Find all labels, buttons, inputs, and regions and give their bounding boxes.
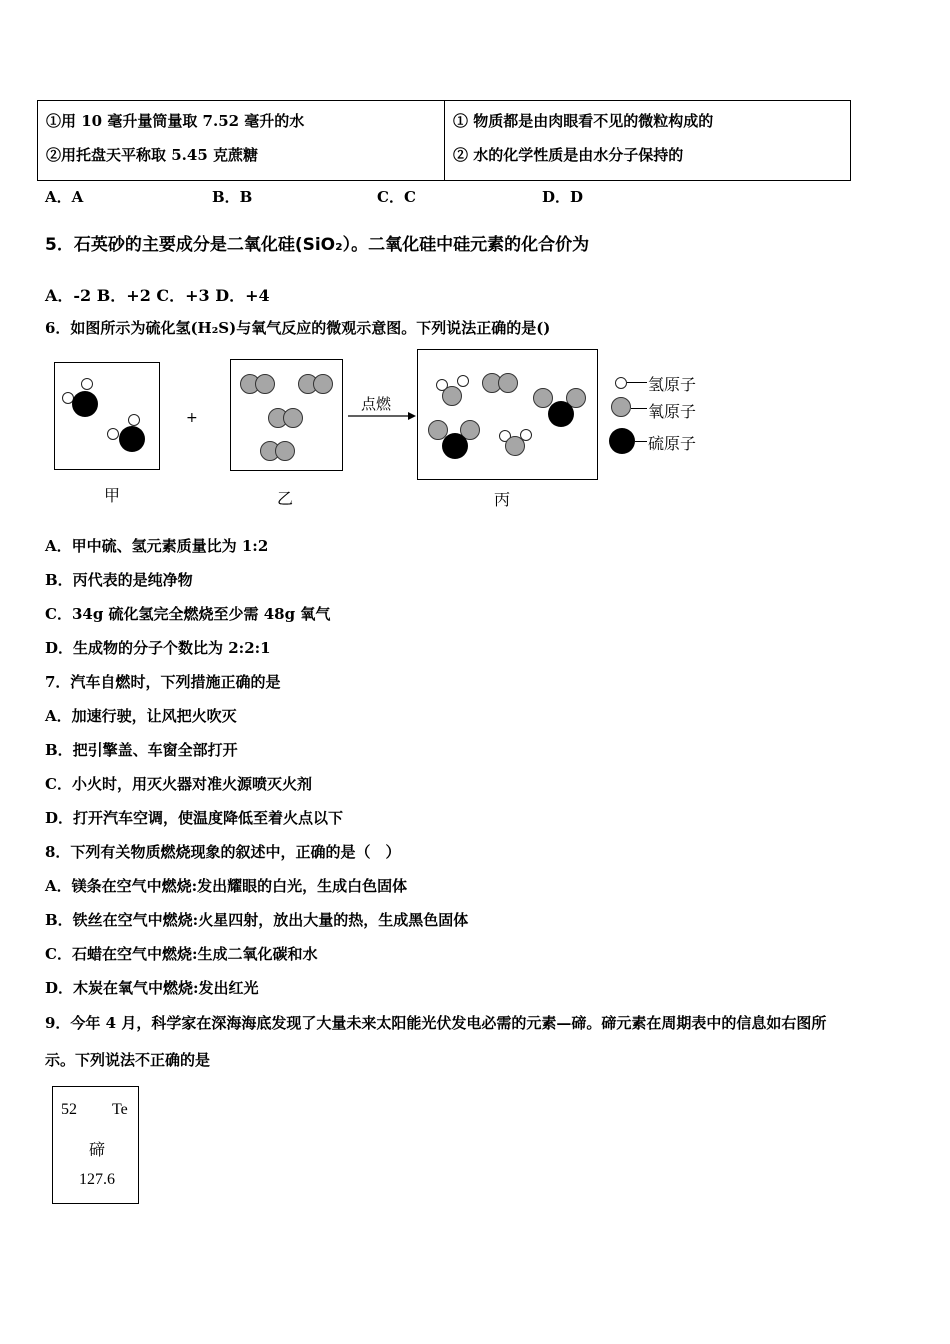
oxygen-atom bbox=[275, 441, 295, 461]
hydrogen-atom bbox=[128, 414, 140, 426]
oxygen-atom bbox=[255, 374, 275, 394]
table-divider bbox=[444, 101, 445, 180]
q5-stem: 5．石英砂的主要成分是二氧化硅(SiO₂）。二氧化硅中硅元素的化合价为 bbox=[45, 235, 590, 255]
q6-stem: 6．如图所示为硫化氢(H₂S)与氧气反应的微观示意图。下列说法正确的是() bbox=[45, 319, 551, 337]
q7-stem: 7．汽车自燃时，下列措施正确的是 bbox=[45, 673, 281, 691]
legend-line bbox=[627, 382, 647, 383]
q4-option-b[interactable]: B．B bbox=[212, 188, 253, 206]
legend-sulfur: 硫原子 bbox=[648, 434, 697, 453]
label-yi: 乙 bbox=[277, 489, 294, 508]
q9-stem-line-1: 9．今年 4 月，科学家在深海海底发现了大量未来太阳能光伏发电必需的元素—碲。碲元素在周期表中的信息如右图所 bbox=[45, 1014, 827, 1032]
table-left-line-2: ②用托盘天平称取 5.45 克蔗糖 bbox=[46, 146, 258, 164]
oxygen-atom bbox=[442, 386, 462, 406]
sulfur-atom bbox=[442, 433, 468, 459]
table-left-line-1: ①用 10 毫升量筒量取 7.52 毫升的水 bbox=[46, 112, 305, 130]
plus-sign: + bbox=[186, 410, 198, 426]
legend-hydrogen: 氢原子 bbox=[648, 375, 697, 394]
arrow-label: 点燃 bbox=[361, 395, 392, 413]
q6-option-a[interactable]: A．甲中硫、氢元素质量比为 1:2 bbox=[45, 537, 269, 555]
legend-line bbox=[635, 441, 647, 442]
arrow-icon bbox=[348, 410, 416, 422]
table-right-line-2: ② 水的化学性质是由水分子保持的 bbox=[453, 146, 684, 164]
q4-option-c[interactable]: C．C bbox=[377, 188, 416, 206]
q8-option-b[interactable]: B．铁丝在空气中燃烧:火星四射，放出大量的热，生成黑色固体 bbox=[45, 911, 469, 929]
figure-box-bing bbox=[417, 349, 598, 480]
sulfur-atom bbox=[72, 391, 98, 417]
sulfur-atom bbox=[119, 426, 145, 452]
figure-box-yi bbox=[230, 359, 343, 471]
q7-option-a[interactable]: A．加速行驶，让风把火吹灭 bbox=[45, 707, 237, 725]
q6-option-d[interactable]: D．生成物的分子个数比为 2:2:1 bbox=[45, 639, 271, 657]
q8-option-d[interactable]: D．木炭在氧气中燃烧:发出红光 bbox=[45, 979, 259, 997]
hydrogen-atom bbox=[457, 375, 469, 387]
oxygen-atom bbox=[313, 374, 333, 394]
element-number: 52 bbox=[61, 1101, 77, 1118]
label-bing: 丙 bbox=[494, 490, 511, 509]
oxygen-atom bbox=[283, 408, 303, 428]
hydrogen-atom bbox=[81, 378, 93, 390]
table-right-line-1: ① 物质都是由肉眼看不见的微粒构成的 bbox=[453, 112, 714, 130]
label-jia: 甲 bbox=[104, 486, 121, 505]
figure-box-jia bbox=[54, 362, 160, 470]
element-name: 碲 bbox=[89, 1140, 106, 1159]
q9-stem-line-2: 示。下列说法不正确的是 bbox=[45, 1051, 211, 1069]
q5-options: A．-2 B．+2 C．+3 D．+4 bbox=[45, 286, 270, 305]
q4-option-a[interactable]: A．A bbox=[45, 188, 84, 206]
q7-option-b[interactable]: B．把引擎盖、车窗全部打开 bbox=[45, 741, 238, 759]
element-symbol: Te bbox=[112, 1101, 128, 1118]
legend-oxygen-icon bbox=[611, 397, 631, 417]
sulfur-atom bbox=[548, 401, 574, 427]
legend-sulfur-icon bbox=[609, 428, 635, 454]
q7-option-d[interactable]: D．打开汽车空调，使温度降低至着火点以下 bbox=[45, 809, 344, 827]
legend-oxygen: 氧原子 bbox=[648, 402, 697, 421]
q6-option-b[interactable]: B．丙代表的是纯净物 bbox=[45, 571, 193, 589]
answer-table bbox=[37, 100, 851, 181]
q7-option-c[interactable]: C．小火时，用灭火器对准火源喷灭火剂 bbox=[45, 775, 312, 793]
q8-option-a[interactable]: A．镁条在空气中燃烧:发出耀眼的白光，生成白色固体 bbox=[45, 877, 408, 895]
q4-option-d[interactable]: D．D bbox=[542, 188, 584, 206]
element-mass: 127.6 bbox=[79, 1171, 115, 1188]
hydrogen-atom bbox=[107, 428, 119, 440]
q8-option-c[interactable]: C．石蜡在空气中燃烧:生成二氧化碳和水 bbox=[45, 945, 318, 963]
legend-hydrogen-icon bbox=[615, 377, 627, 389]
legend-line bbox=[631, 408, 647, 409]
periodic-table-cell bbox=[52, 1086, 139, 1204]
q8-stem: 8．下列有关物质燃烧现象的叙述中，正确的是（ ） bbox=[45, 843, 401, 861]
q6-option-c[interactable]: C．34g 硫化氢完全燃烧至少需 48g 氧气 bbox=[45, 605, 331, 623]
oxygen-atom bbox=[505, 436, 525, 456]
oxygen-atom bbox=[498, 373, 518, 393]
